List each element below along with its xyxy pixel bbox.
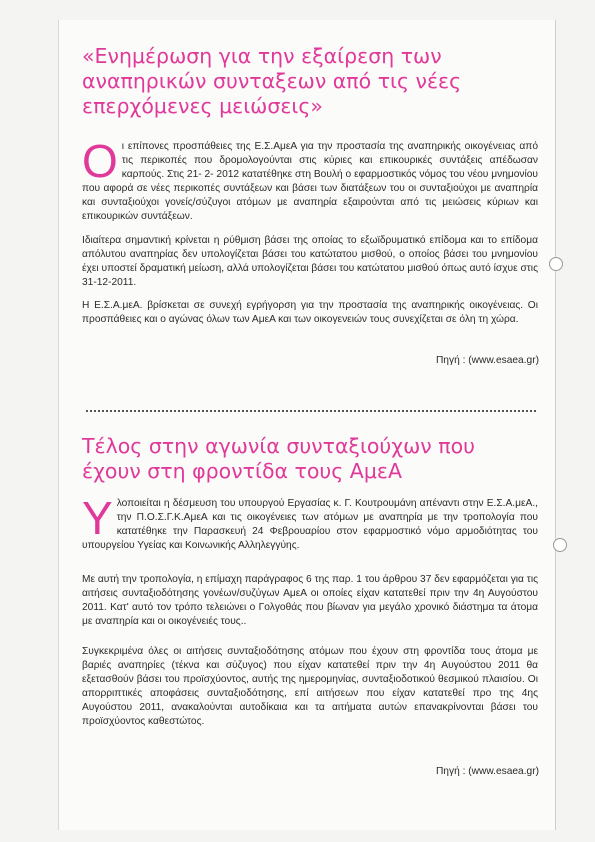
article2-dropcap: Υ (82, 492, 113, 544)
binder-hole (549, 257, 563, 271)
article2-title: Τέλος στην αγωνία συνταξιούχων που έχουν στη φροντίδα τους ΑμεΑ (82, 434, 476, 483)
section-divider (86, 410, 536, 412)
article1-dropcap: Ο (82, 135, 118, 187)
binder-hole (553, 538, 567, 552)
article2-paragraph-2: Με αυτή την τροπολογία, η επίμαχη παράγραφος 6 της παρ. 1 του άρθρου 37 δεν εφαρμόζεται για τις αιτήσεις συνταξιοδότησης γονέων/συζύγων ΑμεΑ οι οποίες είχαν κατατεθεί πριν την 4η Αυγούστου 2011. Κατ' αυτό τον τρόπο τελειώνει ο Γολγοθάς που βίωναν για μεγάλο χρονικό διάστημα τα άτομα με αναπηρία και οι οικογένειές τους.. (82, 574, 538, 627)
article2-paragraph-1 (82, 492, 538, 553)
article1-paragraph-1 (82, 135, 538, 224)
article1-source: Πηγή : (www.esaea.gr) (435, 355, 539, 366)
article1-title: «Ενημέρωση για την εξαίρεση των αναπηρικών συνταξεων από τις νέες επερχόμενες μειώσεις» (82, 44, 462, 118)
article1-paragraph-3: Η Ε.Σ.Α.μεΑ. βρίσκεται σε συνεχή εγρήγορση για την προστασία της αναπηρικής οικογένειας. Οι προσπάθειες και ο αγώνας όλων των ΑμεΑ και των οικογενειών τους συνεχίζεται σε όλη τη χώρα. (82, 300, 538, 325)
article2-paragraph-3: Συγκεκριμένα όλες οι αιτήσεις συνταξιοδότησης ατόμων που έχουν στη φροντίδα τους άτομα με βαριές αναπηρίες (τέκνα και σύζυγος) που είχαν κατατεθεί πριν την 4η Αυγούστου 2011 θα εξετασθούν βάσει του προϊσχύοντος, αυτής της ημερομηνίας, συνταξιοδοτικού θεσμικού πλαισίου. Οι απορριπτικές αποφάσεις συνταξιοδότησης, επί αιτήσεων που είχαν κατατεθεί προ της 4ης Αυγούστου 2011, ανακαλούνται αυτοδίκαια και τα αιτήματα αυτών επανακρίνονται βάσει του προϊσχύοντος καθεστώτος. (82, 646, 538, 727)
article1-paragraph-1-text: ι επίπονες προσπάθειες της Ε.Σ.ΑμεΑ για την προστασία της αναπηρικής οικογένειας από τις περικοπές που δρομολογούνται στις κύριες και επικουρικές συντάξεις απέδωσαν καρπούς. Στις 21- 2- 2012 κατατέθηκε στη Βουλή ο εφαρμοστικός νόμος του νέου μνημονίου που αφορά σε νέες περικοπές συντάξεων και βάσει των διατάξεων του οι συνταξιούχοι με αναπηρία και συνταξιούχοι γονείς/σύζυγοι ατόμων με αναπηρία εξαιρούνται από τις μειώσεις κύριων και επικουρικών συντάξεων. (82, 141, 538, 222)
article2-source: Πηγή : (www.esaea.gr) (435, 766, 539, 777)
article2-paragraph-1-text: λοποιείται η δέσμευση του υπουργού Εργασίας κ. Γ. Κουτρουμάνη απέναντι στην Ε.Σ.Α.μεΑ., την Π.Ο.Σ.Γ.Κ.ΑμεΑ και τις οικογένειες των ατόμων με αναπηρία με την τροπολογία που κατατέθηκε την Παρασκευή 24 Φεβρουαρίου στον εφαρμοστικό νόμο αρμοδιότητας του υπουργείου Υγείας και Κοινωνικής Αλληλεγγύης. (82, 498, 538, 551)
article1-paragraph-2: Ιδιαίτερα σημαντική κρίνεται η ρύθμιση βάσει της οποίας το εξωϊδρυματικό επίδομα και το επίδομα απόλυτου αναπηρίας δεν υπολογίζεται βάσει του κατώτατου μισθού, ο οποίος βάσει του μνημονίου έχει υποστεί δραματική μείωση, αλλά υπολογίζεται βάσει του κατώτατου μισθού όπως αυτό ίσχυε στις 31-12-2011. (82, 235, 538, 288)
